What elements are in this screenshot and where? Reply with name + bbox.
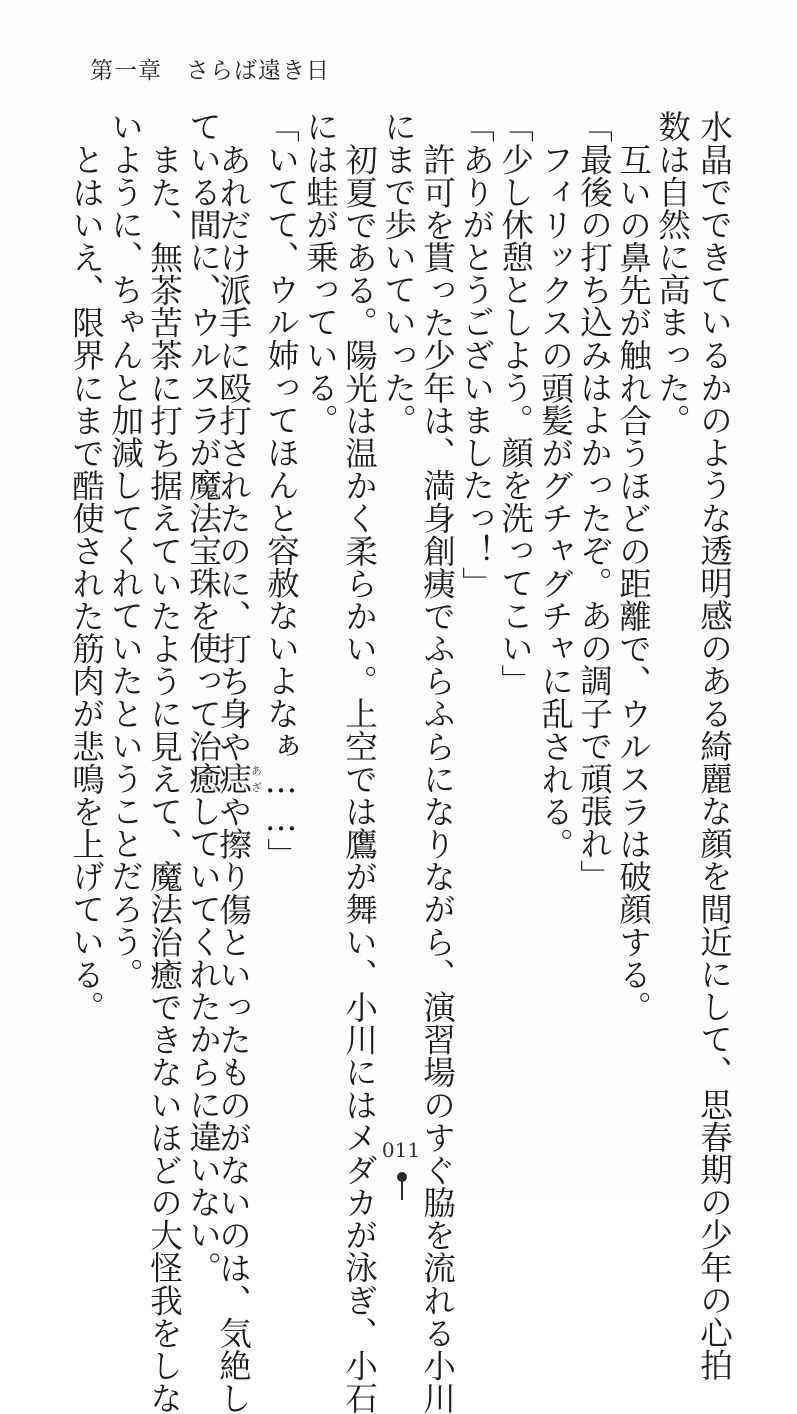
text-column-12: 「いてて、ウル姉ってほんと容赦ないよなぁ……」 [262,110,300,871]
text-column-14: ている間に、ウルスラが魔法宝珠を使って治癒していてくれたからに違いない。 [184,110,222,1284]
page-number: 011 [381,1138,421,1162]
text-column-6: 「少し休憩としよう。顔を洗ってこい」 [496,110,534,697]
text-column-1: 水晶でできているかのような透明感のある綺麗な顔を間近にして、思春期の少年の心拍 [695,110,733,1382]
text-column-8: 許可を貰った少年は、満身創痍でふらふらになりながら、演習場のすぐ脇を流れる小川 [418,143,456,1414]
ruby-reading: あざ [249,762,263,795]
text-column-13 [214,143,263,1414]
running-head: 第一章 さらば遠き日 [90,58,330,84]
text-column-4: 「最後の打ち込みはよかったぞ。あの調子で頑張れ」 [575,110,613,893]
text-column-16: いように、ちゃんと加減してくれていたということだろう。 [106,110,144,990]
text-column-15: また、無茶苦茶に打ち据えていたように見えて、魔法治癒できないほどの大怪我をしな [145,143,183,1414]
text-column-2: 数は自然に高まった。 [653,110,691,436]
page-marker-rule [401,1181,403,1200]
text-column-5: フィリックスの頭髪がグチャグチャに乱される。 [536,143,574,860]
text-column-7: 「ありがとうございましたっ！」 [457,110,495,599]
ruby-base: 痣 [214,762,252,795]
text-column-11: には蛙が乗っている。 [301,110,339,436]
text-column-17: とはいえ、限界にまで酷使された筋肉が悲鳴を上げている。 [67,143,105,1023]
text-column-3: 互いの鼻先が触れ合うほどの距離で、ウルスラは破顔する。 [614,143,652,1023]
text-column-13-after: や擦り傷といったものがないのは、気絶し [214,794,252,1414]
text-column-10: 初夏である。陽光は温かく柔らかい。上空では鷹が舞い、小川にはメダカが泳ぎ、小石 [340,143,378,1414]
text-column-9: にまで歩いていった。 [379,110,417,436]
text-column-13-before: あれだけ派手に殴打されたのに、打ち身や [214,143,252,763]
